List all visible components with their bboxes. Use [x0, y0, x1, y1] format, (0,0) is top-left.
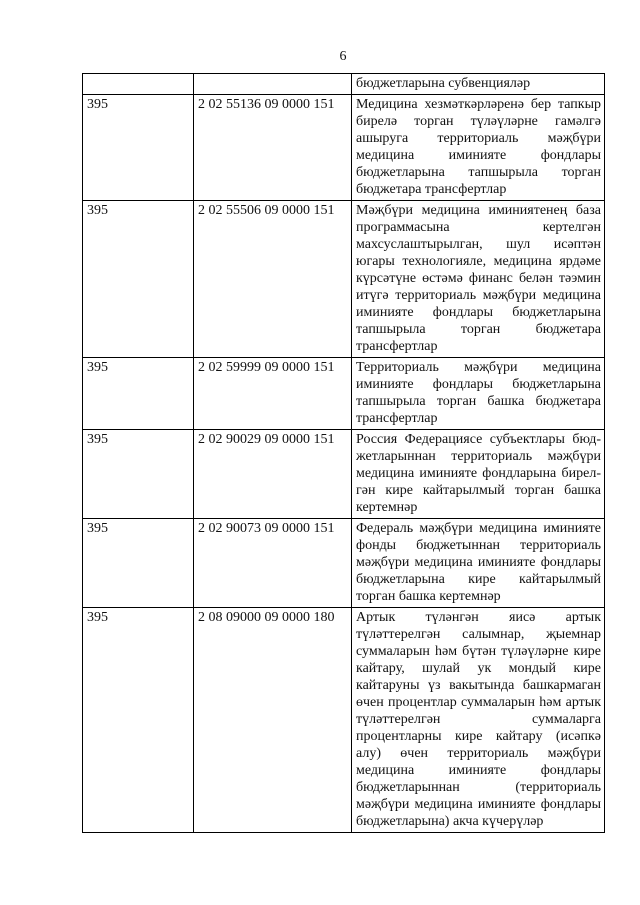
description-line: югары технологияле, медицина ярдәме: [356, 254, 601, 269]
description-line: медицина иминияте фондларына бирел-: [356, 466, 601, 481]
description-line: кайтару, шулай ук мондый кире: [356, 661, 601, 676]
budget-class-code-cell: 2 02 90029 09 0000 151: [194, 430, 352, 519]
description-line: бюджетларына тапшырыла торган: [356, 165, 601, 180]
description-line: бирелә торган түләүләрне гамәлгә: [356, 114, 601, 129]
description-line: программасына кертелгән: [356, 220, 601, 235]
table-row: [83, 608, 605, 833]
budget-class-code-cell: 2 08 09000 09 0000 180: [194, 608, 352, 833]
description-line: трансфертлар: [356, 339, 438, 354]
description-line: бюджетларына кире кайтарылмый: [356, 572, 601, 587]
description-line: Мәҗбүри медицина иминиятенең база: [356, 203, 601, 218]
description-line: итүгә территориаль мәҗбүри медицина: [356, 288, 601, 303]
admin-code-cell: 395: [83, 358, 194, 430]
admin-code-cell: 395: [83, 201, 194, 358]
description-line: тапшырыла торган башка бюджетара: [356, 394, 601, 409]
description-line: махсуслаштырылган, шул исәптән: [356, 237, 601, 252]
description-line: иминияте фондлары бюджетларына: [356, 305, 601, 320]
description-line: бюджетларына субвенцияләр: [356, 76, 531, 91]
budget-class-code-cell: 2 02 55136 09 0000 151: [194, 95, 352, 201]
budget-class-code-cell: 2 02 59999 09 0000 151: [194, 358, 352, 430]
description-cell: [352, 358, 605, 430]
description-line: Медицина хезмәткәрләренә бер тапкыр: [356, 97, 601, 112]
description-line: күрсәтүне өстәмә финанс белән тәэмин: [356, 271, 601, 286]
table-row: [83, 519, 605, 608]
description-line: бюджетара трансфертлар: [356, 182, 507, 197]
description-cell: [352, 201, 605, 358]
description-line: алу) өчен территориаль мәҗбүри: [356, 746, 601, 761]
admin-code-cell: [83, 74, 194, 95]
description-line: медицина иминияте фондлары: [356, 148, 601, 163]
description-line: Россия Федерациясе субъектлары бюд-: [356, 432, 601, 447]
budget-codes-table: [82, 73, 605, 833]
description-line: торган башка кертемнәр: [356, 589, 501, 604]
page-number: 6: [339, 49, 347, 64]
table-row: [83, 430, 605, 519]
budget-class-code-cell: 2 02 90073 09 0000 151: [194, 519, 352, 608]
admin-code-cell: 395: [83, 519, 194, 608]
budget-class-code-cell: 2 02 55506 09 0000 151: [194, 201, 352, 358]
description-line: өчен процентлар суммаларын һәм артык: [356, 695, 601, 710]
description-line: кертемнәр: [356, 500, 418, 515]
description-cell: [352, 608, 605, 833]
description-cell: [352, 430, 605, 519]
table-row: [83, 95, 605, 201]
table-row: [83, 74, 605, 95]
table-row: [83, 358, 605, 430]
description-line: Территориаль мәҗбүри медицина: [356, 360, 601, 375]
description-line: жетларыннан территориаль мәҗбүри: [356, 449, 601, 464]
description-line: мәҗбүри медицина иминияте фондлары: [356, 555, 601, 570]
description-line: бюджетларыннан (территориаль: [356, 780, 601, 795]
description-line: Артык түләнгән яисә артык: [356, 610, 601, 625]
description-line: трансфертлар: [356, 411, 438, 426]
description-line: фонды бюджетыннан территориаль: [356, 538, 601, 553]
admin-code-cell: 395: [83, 608, 194, 833]
admin-code-cell: 395: [83, 430, 194, 519]
description-line: ашыруга территориаль мәҗбүри: [356, 131, 601, 146]
admin-code-cell: 395: [83, 95, 194, 201]
description-line: тапшырыла торган бюджетара: [356, 322, 601, 337]
description-cell: [352, 519, 605, 608]
description-line: медицина иминияте фондлары: [356, 763, 601, 778]
description-line: гән кире кайтарылмый торган башка: [356, 483, 601, 498]
description-line: иминияте фондлары бюджетларына: [356, 377, 601, 392]
description-line: мәҗбүри медицина иминияте фондлары: [356, 797, 601, 812]
description-line: кайтаруны үз вакытында башкармаган: [356, 678, 601, 693]
description-line: түләттерелгән салымнар, җыемнар: [356, 627, 601, 642]
description-cell: [352, 95, 605, 201]
budget-class-code-cell: [194, 74, 352, 95]
description-line: процентларны кире кайтару (исәпкә: [356, 729, 601, 744]
description-line: суммаларын һәм бүтән түләүләрне кире: [356, 644, 601, 659]
table-row: [83, 201, 605, 358]
description-line: бюджетларына) акча күчерүләр: [356, 814, 544, 829]
description-cell: [352, 74, 605, 95]
description-line: Федераль мәҗбүри медицина иминияте: [356, 521, 601, 536]
description-line: түләттерелгән суммаларга: [356, 712, 601, 727]
